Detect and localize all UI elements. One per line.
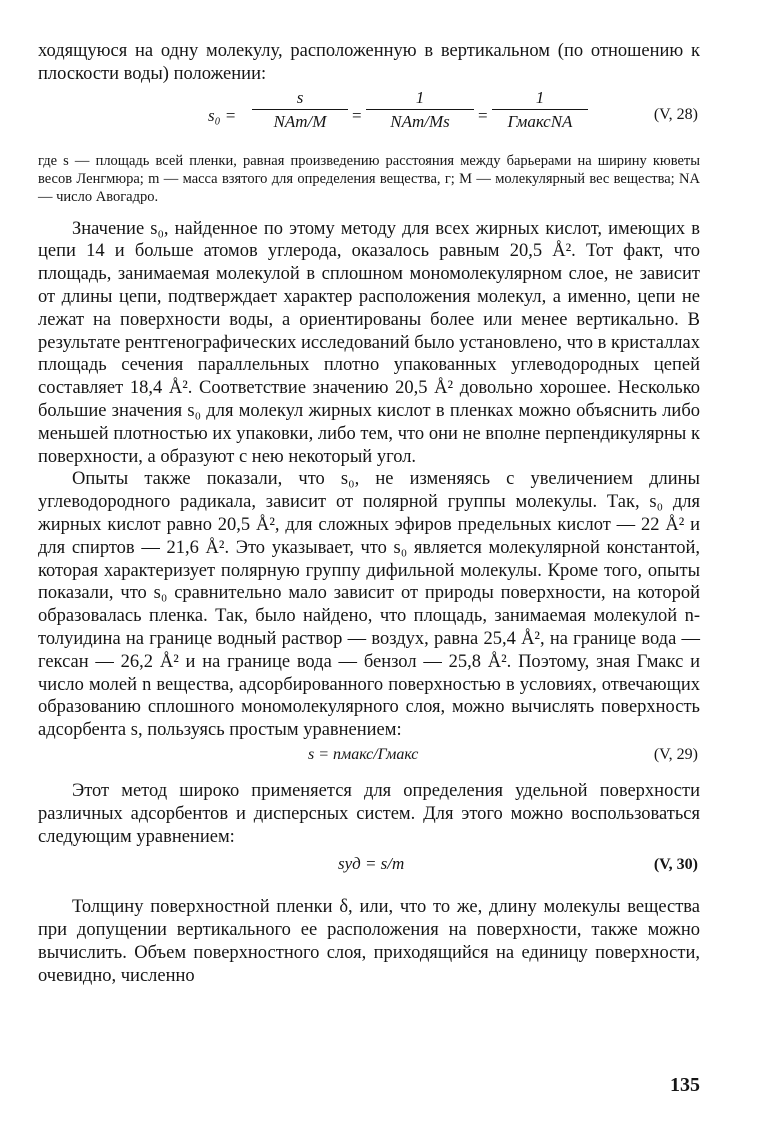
eq29-expression: s = nмакс/Гмакс	[308, 745, 419, 763]
paragraph-4: Толщину поверхностной пленки δ, или, что то же, длину молекулы вещества при допущении вертикального ее расположения на поверхности, также можно вычислить. Объем поверхностного слоя, приходящийся на единицу поверхности, очевидно, численно	[38, 897, 700, 986]
eq28-fraction-3	[492, 88, 588, 132]
eq28-f3-numerator: 1	[535, 87, 545, 107]
eq28-f1-numerator: s	[296, 87, 304, 107]
page-content	[38, 40, 700, 988]
eq30-number: (V, 30)	[653, 856, 698, 874]
paragraph-2: Опыты также показали, что s₀, не изменяясь с увеличением длины углеводородного радикала, зависит от полярной группы молекулы. Так, s₀ для жирных кислот равно 20,5 Å², для сложных эфиров предельных кислот — 22 Å² и для спиртов — 21,6 Å². Это указывает, что s₀ является молекулярной константой, которая характеризует полярную группу дифильной молекулы. Кроме того, опыты показали, что s₀ сравнительно мало зависит от природы поверхности, на которой образовалась пленка. Так, было найдено, что площадь, занимаемая молекулой n-толуидина на границе водный раствор — воздух, равна 25,4 Å², на границе вода — гексан — 26,2 Å² и на границе вода — бензол — 25,8 Å². Поэтому, зная Гмакс и число молей n вещества, адсорбированного поверхностью в условиях, отвечающих образованию сплошного мономолекулярного слоя, можно вычислять поверхность адсорбента s, пользуясь простым уравнением:	[38, 469, 700, 741]
page-number: 135	[670, 1074, 700, 1096]
eq28-fraction-2	[366, 88, 474, 132]
paragraph-top: ходящуюся на одну молекулу, расположенную в вертикальном (по отношению к плоскости воды) положении:	[38, 41, 700, 84]
equation-v30	[38, 848, 700, 890]
eq28-f3-denominator: ГмаксNA	[507, 111, 573, 131]
equation-v28: s₀ = s NAm/M = 1 NAm/Ms = 1 ГмаксNA (V, 28)	[208, 87, 698, 131]
eq28-f1-denominator: NAm/M	[273, 111, 327, 131]
equation-v29	[38, 742, 700, 772]
eq30-expression: sуд = s/m	[338, 854, 405, 874]
paragraph-3: Этот метод широко применяется для определения удельной поверхности различных адсорбентов и дисперсных систем. Для этого можно воспользоваться следующим уравнением:	[38, 780, 700, 847]
eq28-lhs: s₀ =	[208, 105, 237, 125]
eq28-fraction-1	[252, 88, 348, 132]
paragraph-1: Значение s₀, найденное по этому методу для всех жирных кислот, имеющих в цепи 14 и больше атомов углерода, оказалось равным 20,5 Å². Тот факт, что площадь, занимаемая молекулой в сплошном мономолекулярном слое, не зависит от длины цепи, подтверждает характер расположения молекул, а именно, цепи не лежат на поверхности воды, а ориентированы более или менее вертикально. В результате рентгенографических исследований было установлено, что в кристаллах площадь сечения параллельных плотно упакованных углеводородных цепей составляет 18,4 Å². Соответствие значению 20,5 Å² довольно хорошее. Несколько большие значения s₀ для молекул жирных кислот в пленках можно объяснить либо меньшей плотностью их упаковки, либо тем, что они не вполне перпендикулярны к поверхности, а образуют с нею некоторый угол.	[38, 218, 700, 467]
eq29-number: (V, 29)	[653, 745, 698, 763]
eq28-number: (V, 28)	[653, 105, 698, 123]
eq28-f2-denominator: NAm/Ms	[390, 111, 450, 131]
eq28-f2-numerator: 1	[415, 87, 425, 107]
definitions-note: где s — площадь всей пленки, равная произведению расстояния между барьерами на ширину кюветы весов Ленгмюра; m — масса взятого для определения вещества, г; M — молекулярный вес вещества; NA — число Авогадро.	[38, 152, 700, 205]
